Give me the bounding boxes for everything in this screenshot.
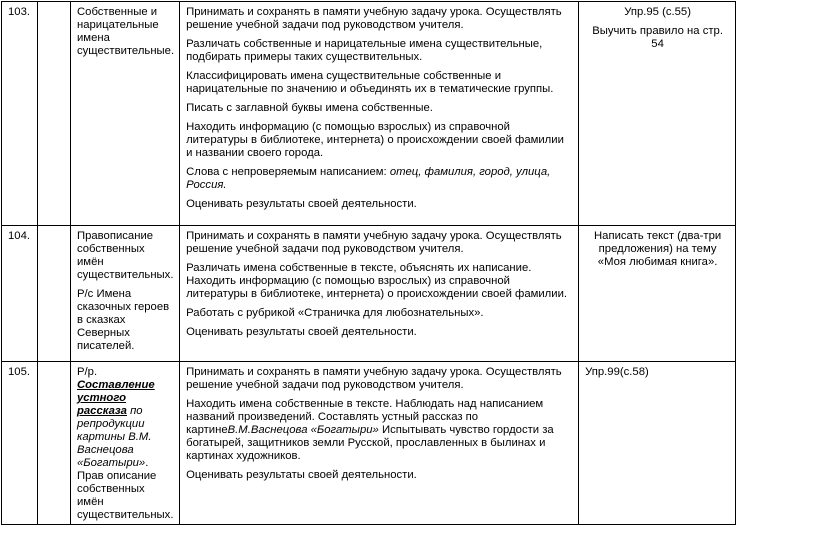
activity-item: Принимать и сохранять в памяти учебную задачу урока. Осуществлять решение учебной задачи под руководством учителя. bbox=[186, 366, 562, 391]
homework bbox=[579, 226, 736, 362]
painting-reference: В.М.Васнецова «Богатыри» bbox=[227, 424, 379, 436]
homework-item: Упр.95 (с.55) bbox=[624, 6, 691, 18]
lesson-number-text: 105. bbox=[8, 366, 30, 378]
homework-item: Выучить правило на стр. 54 bbox=[592, 25, 723, 50]
lesson-number bbox=[2, 362, 38, 525]
topic-prefix: Р/р. bbox=[77, 366, 98, 378]
activity-item: Писать с заглавной буквы имена собственные. bbox=[186, 102, 433, 114]
homework bbox=[579, 2, 736, 226]
activity-item: Работать с рубрикой «Страничка для любознательных». bbox=[186, 307, 484, 319]
activity-item bbox=[186, 398, 573, 463]
lesson-number bbox=[2, 2, 38, 226]
lesson-number bbox=[2, 226, 38, 362]
activity-item: Различать собственные и нарицательные имена существительные, подбирать примеры таких существительных. bbox=[186, 38, 543, 63]
activity-item: Классифицировать имена существительные собственные и нарицательные по значению и объединять их в тематические группы. bbox=[186, 70, 554, 95]
lesson-topic bbox=[71, 2, 180, 226]
learning-activities bbox=[180, 2, 579, 226]
activity-item: Оценивать результаты своей деятельности. bbox=[186, 198, 417, 210]
vocab-label: Слова с непроверяемым написанием: bbox=[186, 166, 390, 178]
activity-item: Различать имена собственные в тексте, объяснять их написание. Находить информацию (с помощью взрослых) из справочной литературы в библиотеке, интернета) о происхождении своей фамилии. bbox=[186, 262, 568, 300]
activity-item: Принимать и сохранять в памяти учебную задачу урока. Осуществлять решение учебной задачи под руководством учителя. bbox=[186, 6, 562, 31]
activity-item: Оценивать результаты своей деятельности. bbox=[186, 469, 417, 481]
activity-item: Находить информацию (с помощью взрослых) из справочной литературы в библиотеке, интернета) о происхождении своей фамилии и названии своего города. bbox=[186, 121, 564, 159]
learning-activities bbox=[180, 362, 579, 525]
regional-component-text: Р/с Имена сказочных героев в сказках Северных писателей. bbox=[77, 288, 170, 352]
vocab-words: отец, фамилия, город, улица, Россия. bbox=[186, 166, 551, 191]
homework bbox=[579, 362, 736, 525]
homework-item: Упр.99(с.58) bbox=[585, 366, 649, 378]
lesson-topic-text: Правописание собственных имён существительных. bbox=[77, 230, 174, 281]
lesson-number-text: 103. bbox=[8, 6, 30, 18]
lesson-topic bbox=[71, 362, 180, 525]
topic-suffix: . Прав описание собственных имён существительных. bbox=[77, 457, 174, 521]
activity-item bbox=[186, 166, 573, 192]
table-row bbox=[2, 2, 736, 226]
empty-cell bbox=[38, 226, 71, 362]
activity-item: Оценивать результаты своей деятельности. bbox=[186, 326, 417, 338]
empty-cell bbox=[38, 362, 71, 525]
lesson-topic bbox=[71, 226, 180, 362]
thematic-plan-table bbox=[1, 1, 736, 525]
lesson-topic-text: Собственные и нарицательные имена существительные. bbox=[77, 6, 175, 57]
table-row bbox=[2, 226, 736, 362]
learning-activities bbox=[180, 226, 579, 362]
empty-cell bbox=[38, 2, 71, 226]
homework-item: Написать текст (два-три предложения) на тему «Моя любимая книга». bbox=[594, 230, 722, 268]
table-row bbox=[2, 362, 736, 525]
activity-text: Испытывать чувство гордости за богатырей, защитников земли Русской, прославленных в былинах и картинах художников. bbox=[186, 424, 554, 462]
activity-text: Находить имена собственные в тексте. Наблюдать над написанием названий произведений. Составлять устный рассказ по картине bbox=[186, 398, 544, 436]
lesson-number-text: 104. bbox=[8, 230, 30, 242]
activity-item: Принимать и сохранять в памяти учебную задачу урока. Осуществлять решение учебной задачи под руководством учителя. bbox=[186, 230, 562, 255]
topic-painting: по репродукции картины В.М. Васнецова «Богатыри» bbox=[77, 405, 152, 469]
topic-title: Составление устного рассказа bbox=[77, 379, 155, 417]
